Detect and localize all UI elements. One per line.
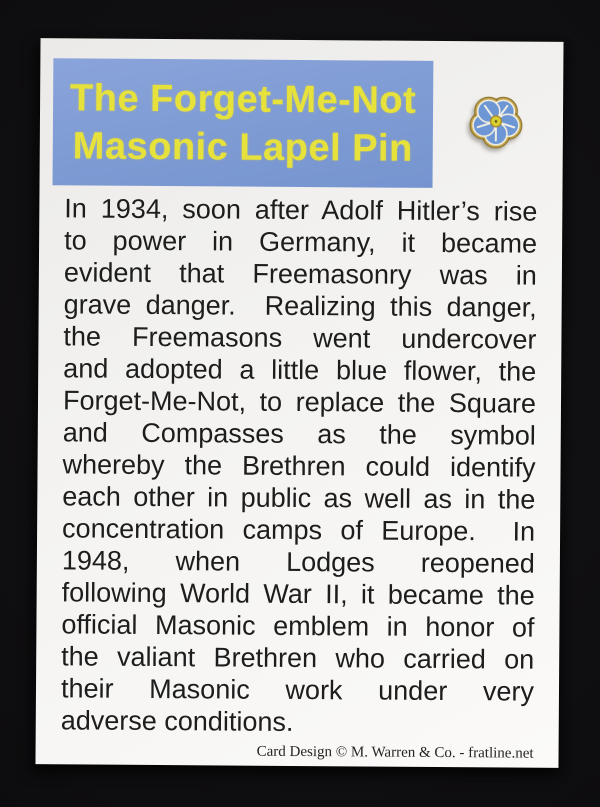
body-text-line: and adopted a little blue flower, the — [63, 353, 537, 387]
body-text-line: and Compasses as the symbol — [62, 417, 536, 451]
body-text-line: 1948, when Lodges reopened — [61, 545, 535, 579]
body-text-line: the valiant Brethren who carried on — [61, 641, 535, 675]
body-text-line: Forget-Me-Not, to replace the Square — [62, 385, 537, 419]
header-title-line: The Forget-Me-Not — [69, 76, 417, 122]
body-text-line: each other in public as well as in the — [62, 481, 536, 515]
body-text-line: to power in Germany, it became — [64, 225, 538, 259]
body-text-line: adverse conditions. — [60, 705, 294, 737]
body-text-line: official Masonic emblem in honor of — [61, 609, 535, 643]
product-card — [35, 38, 563, 768]
header-banner — [53, 58, 434, 188]
footer-credit: Card Design © M. Warren & Co. - fratline.net — [256, 743, 534, 762]
header-title-line: Masonic Lapel Pin — [72, 124, 413, 170]
body-text-line: their Masonic work under very — [60, 673, 535, 707]
header-title — [53, 74, 434, 173]
body-text-line: grave danger. Realizing this danger, — [63, 289, 537, 323]
body-text-line: evident that Freemasonry was in — [63, 257, 537, 291]
flower-pin-icon — [469, 93, 523, 149]
body-text-line: concentration camps of Europe. In — [62, 513, 536, 547]
body-text — [61, 192, 538, 739]
body-text-line: In 1934, soon after Adolf Hitler’s rise — [64, 193, 538, 227]
body-text-line: following World War II, it became the — [61, 577, 535, 611]
body-text-line: whereby the Brethren could identify — [62, 449, 536, 483]
forget-me-not-lapel-pin — [469, 93, 523, 149]
body-text-line: the Freemasons went undercover — [63, 321, 537, 355]
